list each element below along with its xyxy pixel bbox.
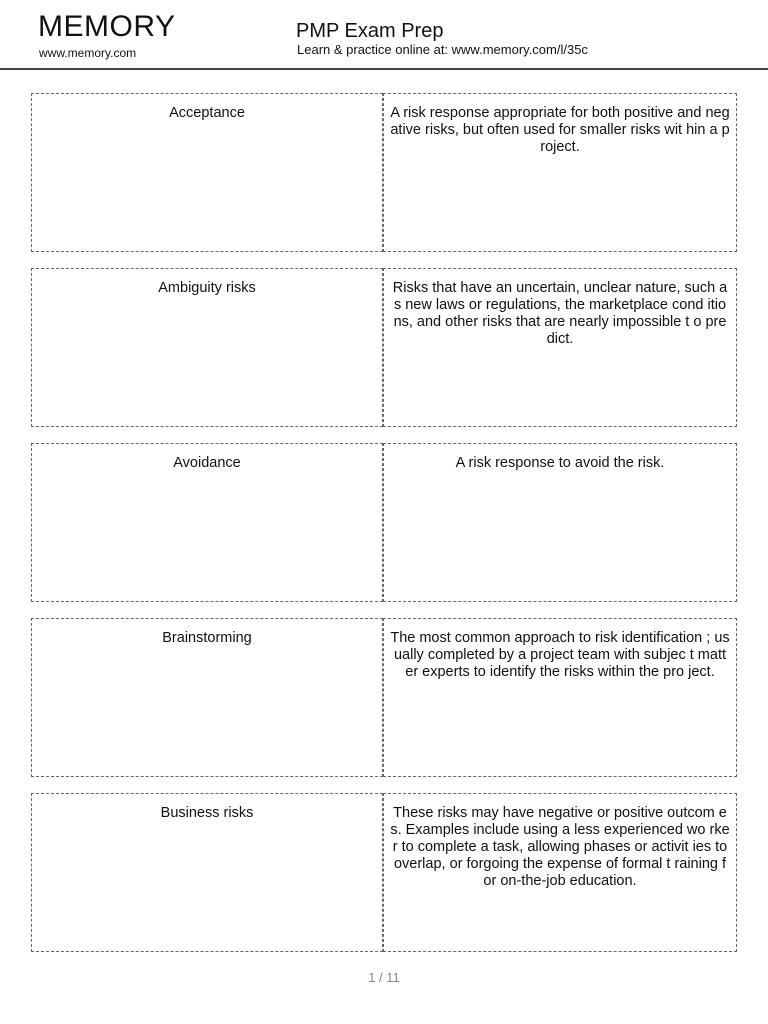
flashcard-term: Acceptance [31,93,383,252]
flashcard-term: Brainstorming [31,618,383,777]
flashcard-term: Ambiguity risks [31,268,383,427]
flashcard-definition: Risks that have an uncertain, unclear nature, such as new laws or regulations, the marketplace cond itions, and other risks that are nearly impossible t o predict. [383,268,737,427]
flashcard-row [31,793,737,952]
brand-logo: MEMORY [38,10,176,43]
flashcard-row [31,618,737,777]
flashcard-definition: These risks may have negative or positive outcom es. Examples include using a less experienced wo rker to complete a task, allowing phases or activit ies to overlap, or forgoing the expense of formal t raining for on-the-job education. [383,793,737,952]
flashcard-definition: The most common approach to risk identification ; usually completed by a project team with subjec t matter experts to identify the risks within the pro ject. [383,618,737,777]
flashcard-row [31,93,737,252]
flashcard-row [31,443,737,602]
document-subtitle: Learn & practice online at: www.memory.com/l/35c [297,42,588,57]
flashcard-definition: A risk response appropriate for both positive and negative risks, but often used for smaller risks wit hin a project. [383,93,737,252]
flashcard-term: Avoidance [31,443,383,602]
document-title: PMP Exam Prep [296,20,444,42]
page-header [0,0,768,70]
flashcard-definition: A risk response to avoid the risk. [383,443,737,602]
flashcard-row [31,268,737,427]
flashcard-term: Business risks [31,793,383,952]
page-indicator: 1 / 11 [368,970,400,985]
brand-url: www.memory.com [39,46,137,60]
